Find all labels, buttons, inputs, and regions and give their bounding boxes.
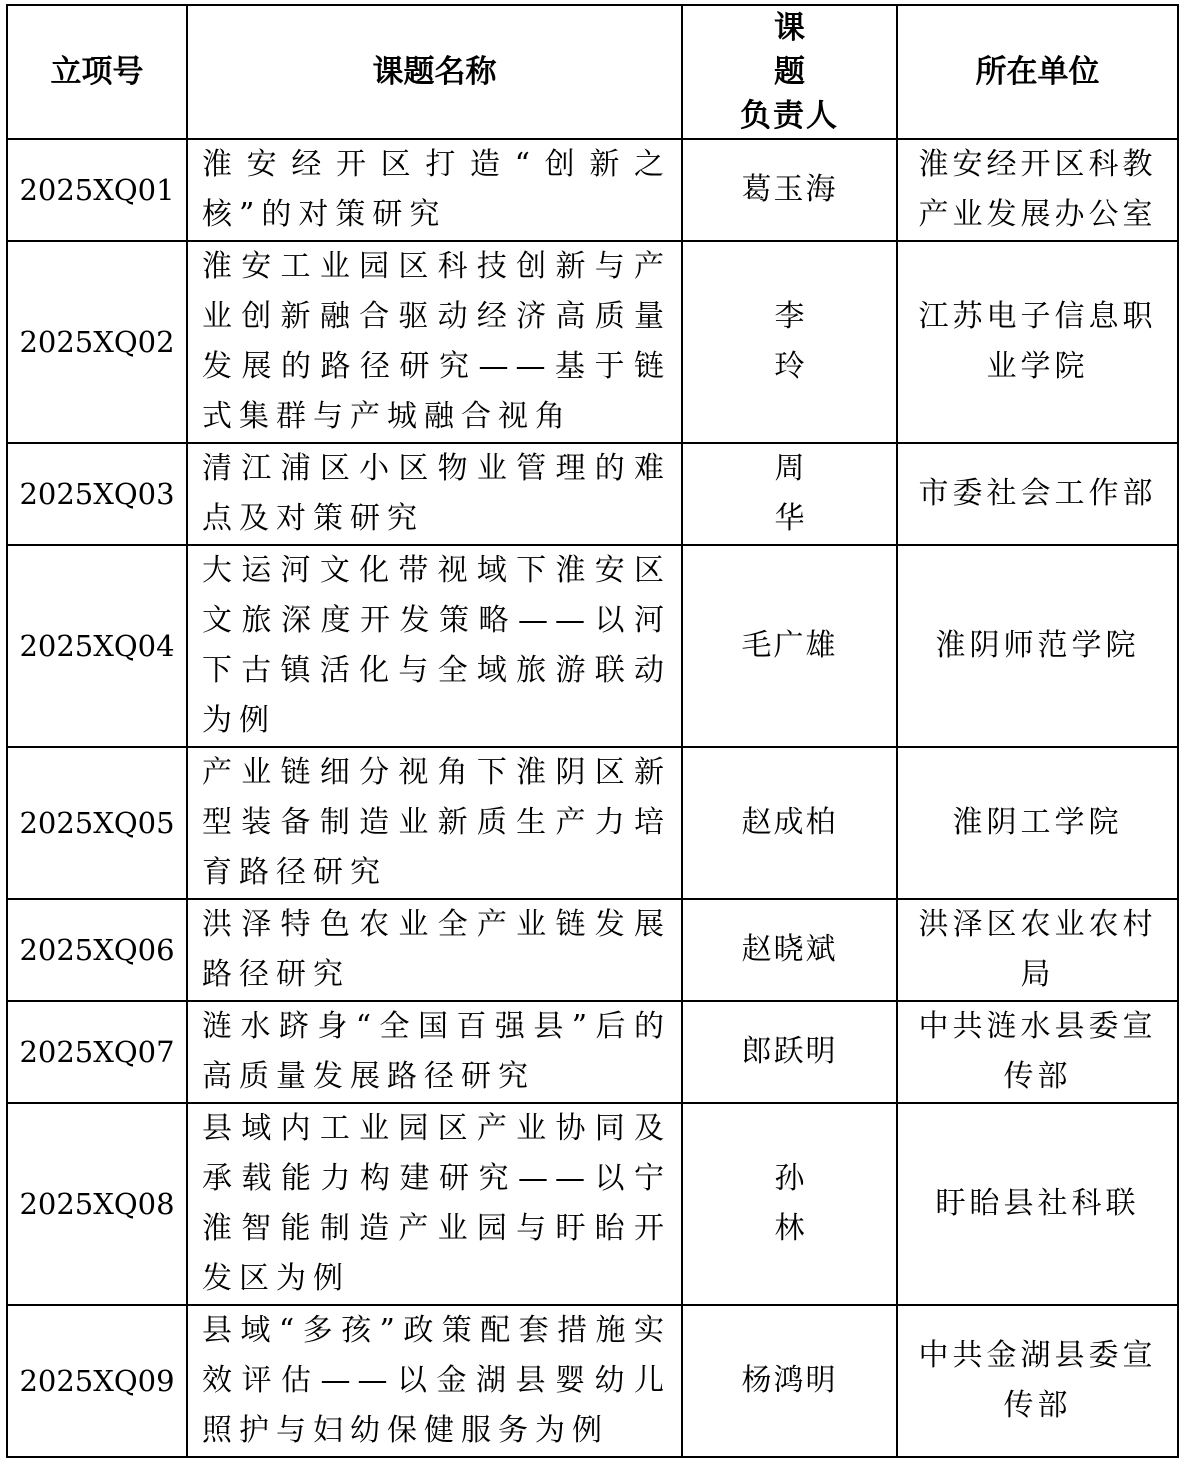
row-leader: 葛玉海 [682,139,897,241]
row-id: 2025XQ09 [7,1305,187,1457]
row-id: 2025XQ02 [7,241,187,443]
header-title: 课题名称 [187,5,682,139]
table-row [7,1305,1178,1457]
table-row [7,1001,1178,1103]
row-id: 2025XQ01 [7,139,187,241]
row-unit: 市委社会工作部 [897,443,1178,545]
row-unit: 淮安经开区科教产业发展办公室 [897,139,1178,241]
row-title: 产业链细分视角下淮阴区新型装备制造业新质生产力培育路径研究 [187,747,682,899]
row-unit: 洪泽区农业农村局 [897,899,1178,1001]
row-unit: 中共涟水县委宣传部 [897,1001,1178,1103]
row-title: 县域内工业园区产业协同及承载能力构建研究——以宁淮智能制造产业园与盱眙开发区为例 [187,1103,682,1305]
row-title: 洪泽特色农业全产业链发展路径研究 [187,899,682,1001]
row-leader: 毛广雄 [682,545,897,747]
header-id: 立项号 [7,5,187,139]
row-title: 淮安工业园区科技创新与产业创新融合驱动经济高质量发展的路径研究——基于链式集群与产城融合视角 [187,241,682,443]
row-unit: 江苏电子信息职业学院 [897,241,1178,443]
table-row [7,241,1178,443]
header-unit: 所在单位 [897,5,1178,139]
row-id: 2025XQ03 [7,443,187,545]
row-title: 涟水跻身“全国百强县”后的高质量发展路径研究 [187,1001,682,1103]
row-id: 2025XQ08 [7,1103,187,1305]
row-unit: 中共金湖县委宣传部 [897,1305,1178,1457]
row-id: 2025XQ06 [7,899,187,1001]
header-leader-line1: 课 题 [774,10,841,90]
row-id: 2025XQ04 [7,545,187,747]
row-leader: 孙 林 [682,1103,897,1305]
row-title: 淮安经开区打造“创新之核”的对策研究 [187,139,682,241]
row-leader: 周 华 [682,443,897,545]
header-leader-line2: 负责人 [740,98,839,134]
project-table [6,4,1179,1458]
row-leader: 李 玲 [682,241,897,443]
header-row [7,5,1178,139]
row-id: 2025XQ05 [7,747,187,899]
row-title: 县域“多孩”政策配套措施实效评估——以金湖县婴幼儿照护与妇幼保健服务为例 [187,1305,682,1457]
table-row [7,443,1178,545]
table-row [7,747,1178,899]
row-leader: 赵成柏 [682,747,897,899]
table-row [7,1103,1178,1305]
table-row [7,899,1178,1001]
row-leader: 杨鸿明 [682,1305,897,1457]
row-title: 清江浦区小区物业管理的难点及对策研究 [187,443,682,545]
row-title: 大运河文化带视域下淮安区文旅深度开发策略——以河下古镇活化与全域旅游联动为例 [187,545,682,747]
table-row [7,545,1178,747]
header-leader [682,5,897,139]
row-unit: 淮阴师范学院 [897,545,1178,747]
row-leader: 郎跃明 [682,1001,897,1103]
row-unit: 盱眙县社科联 [897,1103,1178,1305]
row-unit: 淮阴工学院 [897,747,1178,899]
row-leader: 赵晓斌 [682,899,897,1001]
row-id: 2025XQ07 [7,1001,187,1103]
table-row [7,139,1178,241]
